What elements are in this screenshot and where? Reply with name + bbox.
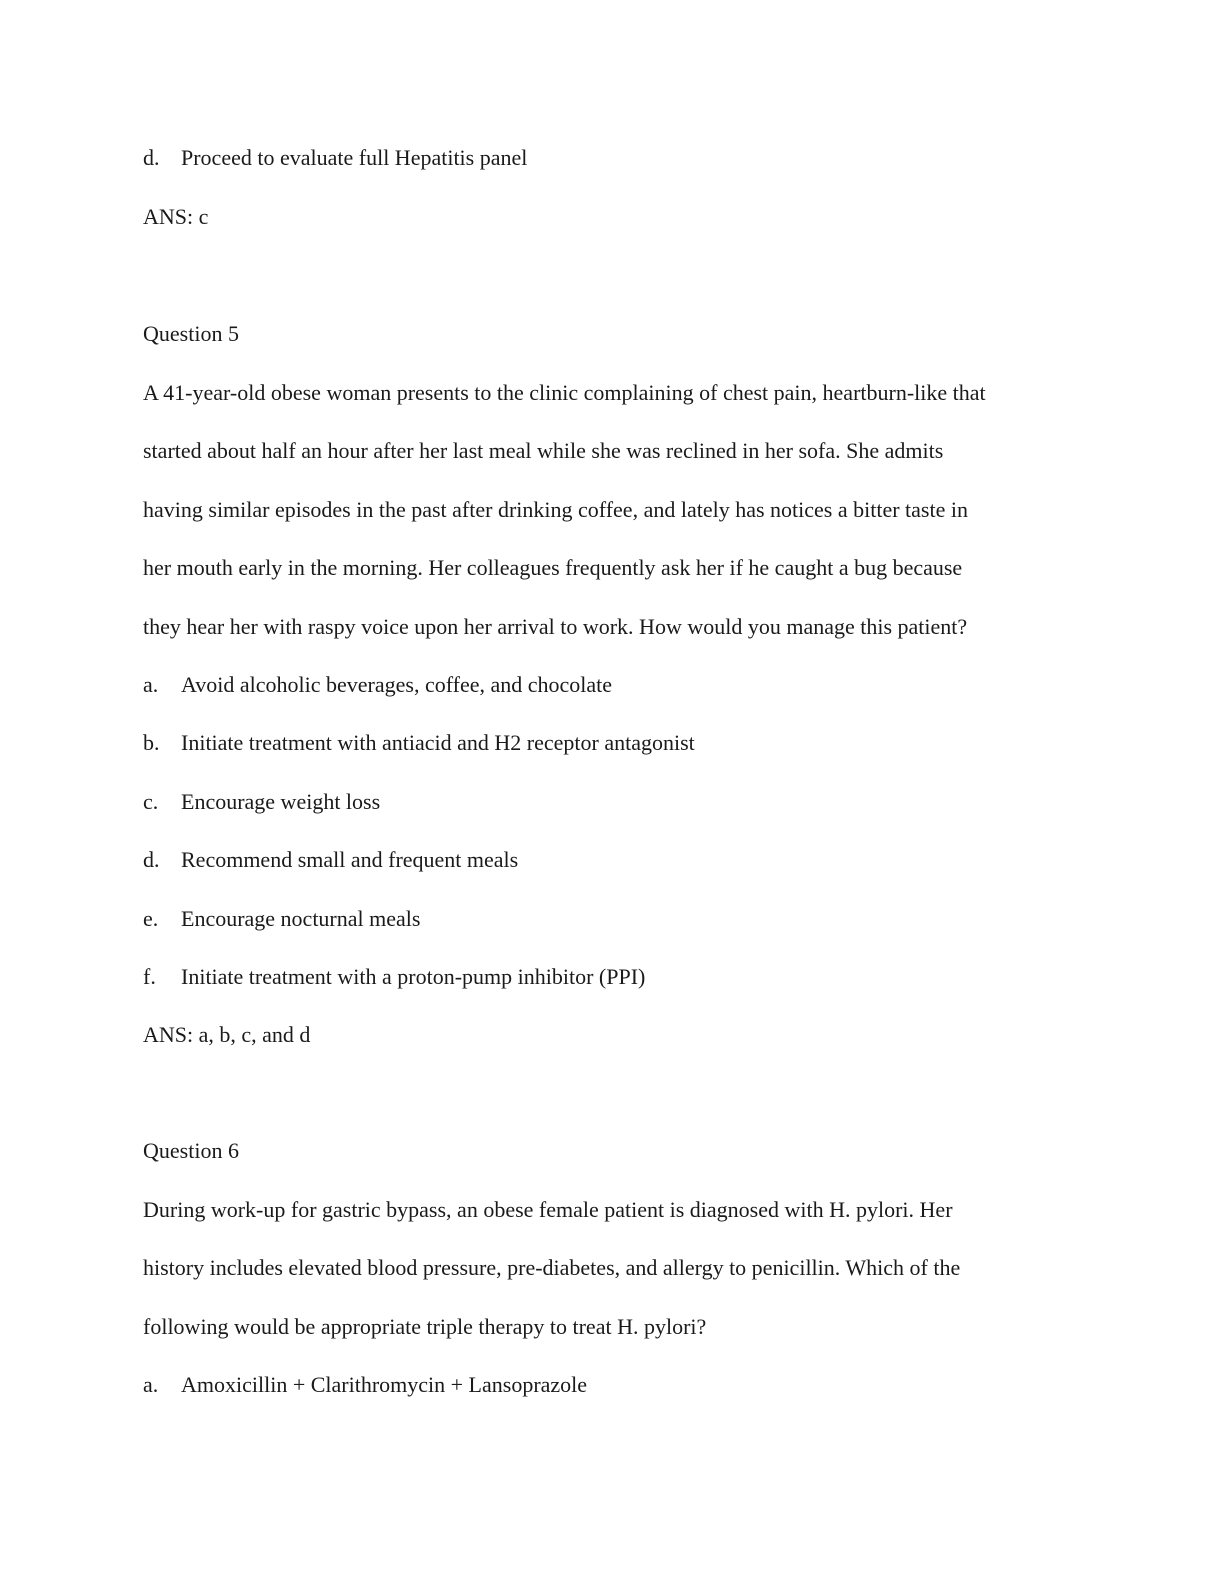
option-letter: a. — [143, 672, 159, 697]
question-5-option-d — [143, 847, 518, 873]
question-5-stem-line: they hear her with raspy voice upon her arrival to work. How would you manage this patient? — [143, 614, 968, 639]
option-text: Encourage nocturnal meals — [181, 906, 421, 931]
option-letter: d. — [143, 145, 160, 170]
prev-answer: ANS: c — [143, 204, 209, 229]
option-letter: f. — [143, 964, 156, 989]
option-text: Proceed to evaluate full Hepatitis panel — [181, 145, 528, 170]
question-5-option-a — [143, 672, 612, 698]
question-5-option-c — [143, 789, 380, 815]
prev-option-d — [143, 145, 527, 171]
question-5-stem-line: having similar episodes in the past after drinking coffee, and lately has notices a bitter taste in — [143, 497, 968, 522]
question-5-option-f — [143, 964, 645, 990]
option-letter: d. — [143, 847, 160, 872]
option-letter: b. — [143, 730, 160, 755]
question-5-heading: Question 5 — [143, 321, 239, 346]
question-5-option-b — [143, 730, 695, 756]
option-text: Avoid alcoholic beverages, coffee, and chocolate — [181, 672, 613, 697]
question-6-option-a — [143, 1372, 587, 1398]
option-letter: a. — [143, 1372, 159, 1397]
question-5-answer: ANS: a, b, c, and d — [143, 1022, 311, 1047]
question-5-stem-line: A 41-year-old obese woman presents to the clinic complaining of chest pain, heartburn-like that — [143, 380, 986, 405]
question-6-stem-line: history includes elevated blood pressure, pre-diabetes, and allergy to penicillin. Which of the — [143, 1255, 961, 1280]
question-6-stem-line: During work-up for gastric bypass, an obese female patient is diagnosed with H. pylori. Her — [143, 1197, 953, 1222]
option-text: Initiate treatment with a proton-pump inhibitor (PPI) — [181, 964, 646, 989]
option-text: Recommend small and frequent meals — [181, 847, 519, 872]
question-5-stem-line: started about half an hour after her last meal while she was reclined in her sofa. She admits — [143, 438, 944, 463]
question-6-stem-line: following would be appropriate triple therapy to treat H. pylori? — [143, 1314, 707, 1339]
option-letter: e. — [143, 906, 159, 931]
option-letter: c. — [143, 789, 159, 814]
question-5-option-e — [143, 906, 420, 932]
option-text: Initiate treatment with antiacid and H2 receptor antagonist — [181, 730, 695, 755]
question-6-heading: Question 6 — [143, 1138, 239, 1163]
option-text: Encourage weight loss — [181, 789, 381, 814]
question-5-stem-line: her mouth early in the morning. Her colleagues frequently ask her if he caught a bug because — [143, 555, 963, 580]
option-text: Amoxicillin + Clarithromycin + Lansoprazole — [181, 1372, 588, 1397]
